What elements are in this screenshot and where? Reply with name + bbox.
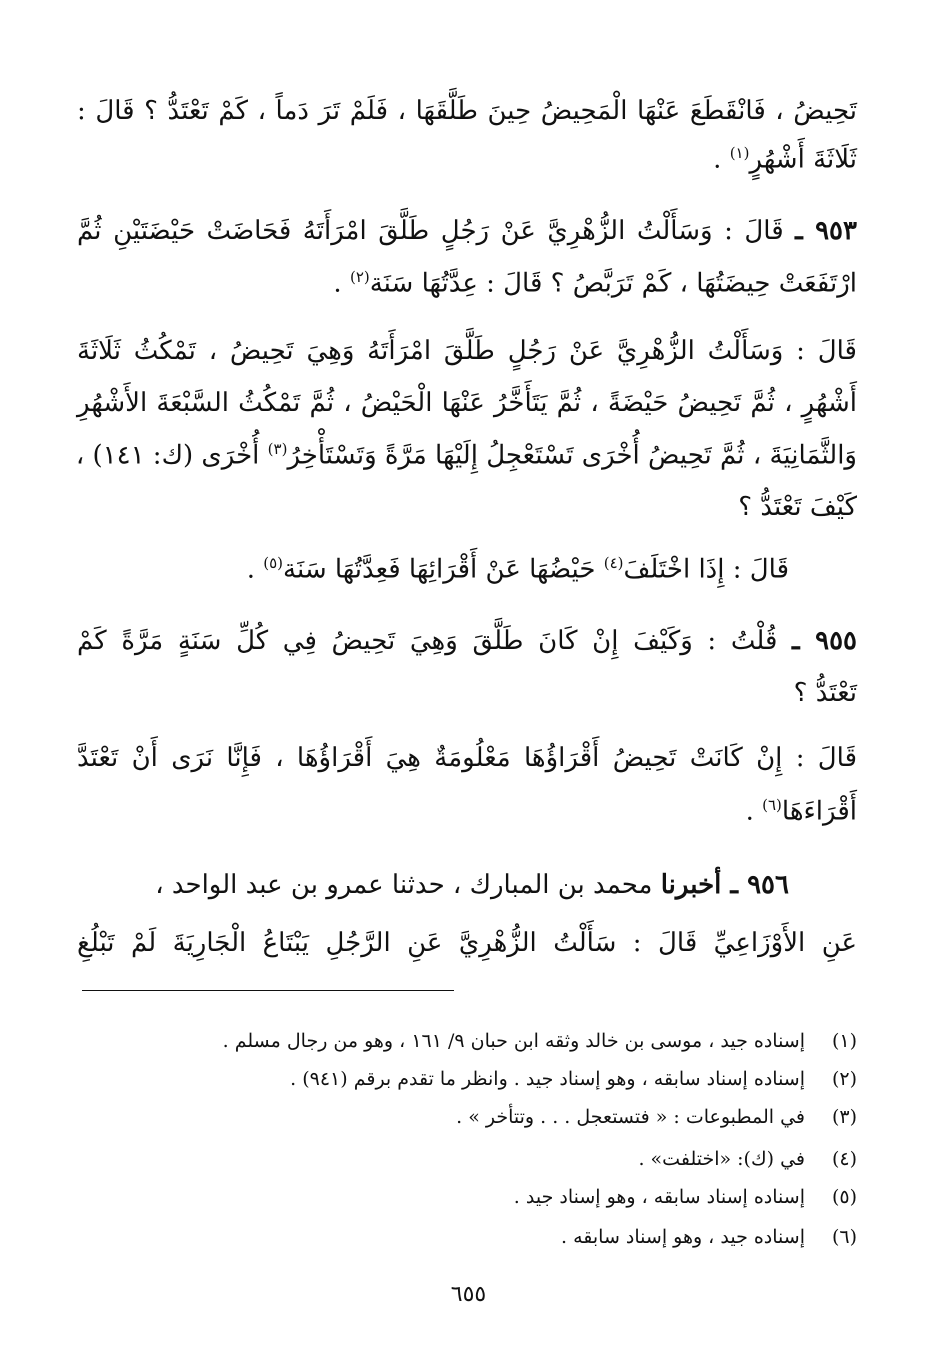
footnote-ref: (٦) (762, 796, 782, 814)
text-span: قُلْتُ : وَكَيْفَ إِنْ كَانَ طَلَّقَ وَهِيَ تَحِيضُ فِي كُلِّ سَنَةٍ مَرَّةً كَمْ (77, 626, 793, 656)
text-line: عَنِ الأَوْزَاعِيِّ قَالَ : سَأَلْتُ الزُّهْرِيَّ عَنِ الرَّجُلِ يَبْتَاعُ الْجَارِيَةَ لَمْ تَبْلُغِ (77, 928, 857, 958)
footnote (77, 1070, 857, 1089)
text-span: . (713, 144, 730, 175)
text-span: محمد بن المبارك ، حدثنا عمرو بن عبد الواحد ، (155, 870, 661, 900)
narration-number: ٩٥٦ ـ (730, 870, 789, 900)
footnote-number: (٤) (831, 1148, 857, 1170)
narration-956 (77, 872, 789, 898)
text-line: قَالَ : إِنْ كَانَتْ تَحِيضُ أَقْرَاؤُهَا مَعْلُومَةٌ هِيَ أَقْرَاؤُهَا ، فَإِنَّا نَرَى أَنْ تَعْتَدَّ (77, 743, 857, 773)
text-line (77, 146, 857, 173)
footnote-text: إسناده إسناد سابقه ، وهو إسناد جيد . (513, 1186, 805, 1208)
narration-953 (77, 218, 857, 244)
text-span: ثَلَاثَةَ أَشْهُرٍ (749, 144, 857, 175)
footnote-number: (٣) (831, 1106, 857, 1128)
text-line (77, 556, 789, 583)
text-line: أَشْهُرٍ ، ثُمَّ تَحِيضُ حَيْضَةً ، ثُمَّ يَتَأَخَّرُ عَنْهَا الْحَيْضُ ، ثُمَّ تَمْكُثُ السَّبْعَةَ الأَشْهُرِ (77, 388, 857, 418)
footnote (77, 1108, 857, 1127)
text-span: وَالثَّمَانِيَةَ ، ثُمَّ تَحِيضُ أُخْرَى تَسْتَعْجِلُ إِلَيْهَا مَرَّةً وَتَسْتَأْخِرُ (287, 440, 857, 471)
footnote-ref: (٤) (603, 554, 624, 572)
text-span: أَقْرَاءَهَا (781, 796, 857, 827)
footnote (77, 1188, 857, 1207)
footnote-ref: (٣) (267, 440, 288, 458)
text-span: قَالَ : وَسَأَلْتُ الزُّهْرِيَّ عَنْ رَجُلٍ طَلَّقَ امْرَأَتَهُ فَحَاضَتْ حَيْضَتَيْنِ ثُمَّ (77, 216, 796, 246)
page-number: ٦٥٥ (450, 1282, 487, 1307)
text-span: أُخْرَى (ك: ١٤١) ، (75, 440, 268, 471)
text-span: . (246, 554, 264, 585)
text-line: تَحِيضُ ، فَانْقَطَعَ عَنْهَا الْمَحِيضُ حِينَ طَلَّقَهَا ، فَلَمْ تَرَ دَماً ، كَمْ تَعْتَدُّ ؟ قَالَ : (77, 96, 857, 126)
text-line: كَيْفَ تَعْتَدُّ ؟ (738, 492, 857, 522)
text-line (77, 798, 857, 825)
narration-number: ٩٥٣ ـ (795, 216, 857, 246)
footnote-text: إسناده جيد ، موسى بن خالد وثقه ابن حبان ٩/ ١٦١ ، وهو من رجال مسلم . (222, 1030, 805, 1052)
footnote-text: في (ك): «اختلفت» . (638, 1148, 805, 1170)
footnote-number: (١) (831, 1030, 857, 1052)
footnote-separator (82, 990, 454, 991)
text-line: تَعْتَدُّ ؟ (793, 678, 857, 708)
footnote-number: (٥) (831, 1186, 857, 1208)
footnote (77, 1150, 857, 1169)
footnote-text: في المطبوعات : « فتستعجل . . . وتتأخر » . (456, 1106, 805, 1128)
footnote (77, 1228, 857, 1247)
text-span: قَالَ : إِذَا اخْتَلَفَ (623, 554, 789, 585)
narration-955 (77, 628, 857, 654)
footnote (77, 1032, 857, 1051)
text-line: قَالَ : وَسَأَلْتُ الزُّهْرِيَّ عَنْ رَجُلٍ طَلَّقَ امْرَأَتَهُ وَهِيَ تَحِيضُ ، تَمْكُثُ ثَلَاثَةَ (77, 336, 857, 366)
narration-number: ٩٥٥ ـ (792, 626, 858, 656)
footnote-ref: (٥) (263, 554, 284, 572)
footnote-number: (٢) (831, 1068, 857, 1090)
footnote-text: إسناده إسناد سابقه ، وهو إسناد جيد . وانظر ما تقدم برقم (٩٤١) . (290, 1068, 805, 1090)
text-span: ارْتَفَعَتْ حِيضَتُهَا ، كَمْ تَرَبَّصُ ؟ قَالَ : عِدَّتُهَا سَنَة (369, 268, 857, 299)
footnote-number: (٦) (831, 1226, 857, 1248)
footnote-text: إسناده جيد ، وهو إسناد سابقه . (561, 1226, 805, 1248)
text-line (77, 270, 857, 297)
text-span: . (745, 796, 763, 827)
text-span: أخبرنا (660, 870, 731, 900)
footnote-ref: (١) (729, 144, 750, 162)
text-span: حَيْضُهَا عَنْ أَقْرَائِهَا فَعِدَّتُهَا سَنَة (283, 554, 604, 585)
text-line (77, 442, 857, 469)
footnote-ref: (٢) (349, 268, 370, 286)
text-span: . (333, 268, 350, 299)
